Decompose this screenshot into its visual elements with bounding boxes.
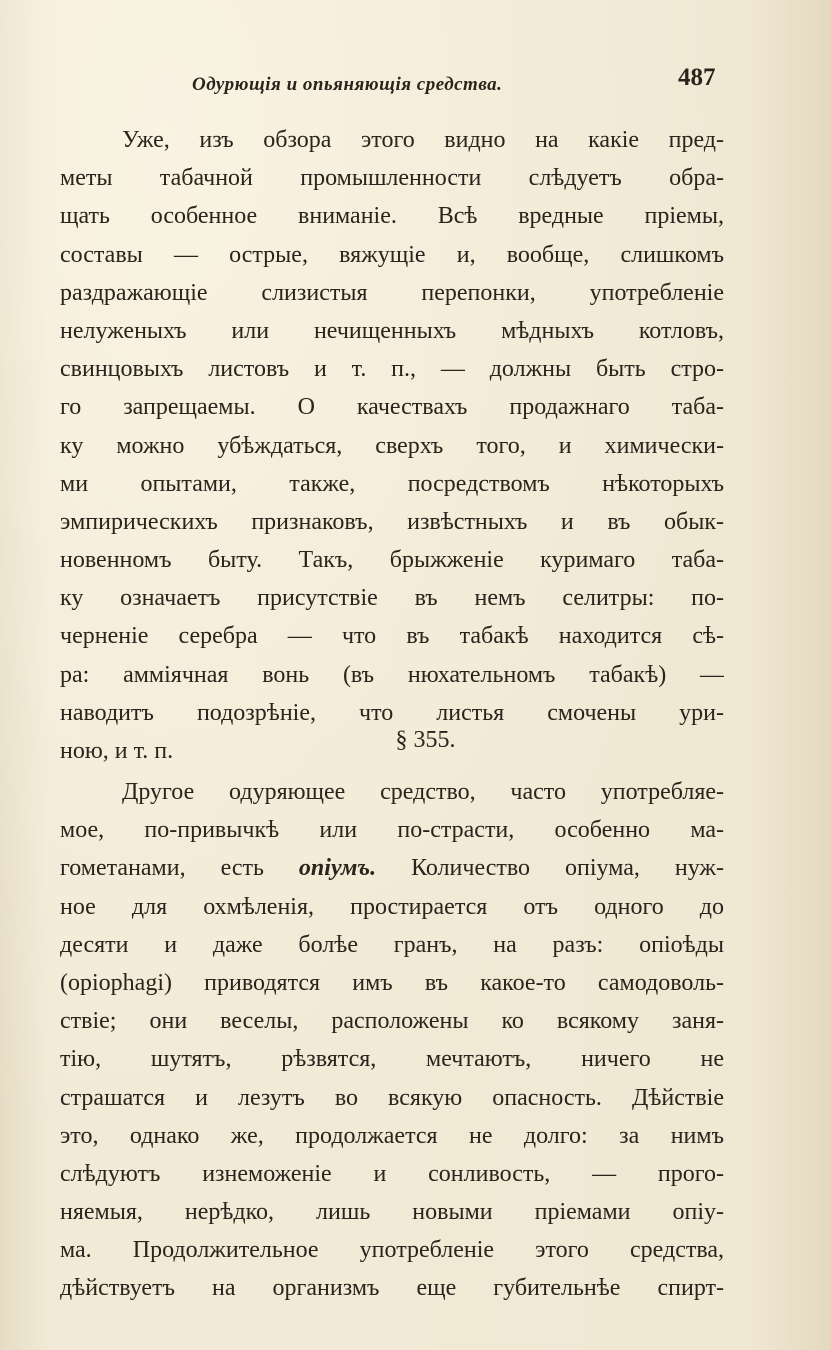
text-line: слѣдуютъ изнеможеніе и сонливость, — прого- [60, 1160, 724, 1187]
text-line: меты табачной промышленности слѣдуетъ обра- [60, 165, 724, 192]
text-segment: Количество опіума, нуж- [376, 855, 724, 882]
paragraph-1 [60, 121, 724, 770]
text-line: дѣйствуетъ на организмъ еще губительнѣе спирт- [60, 1275, 724, 1302]
running-title: Одурющія и опьяняющія средства. [192, 74, 503, 95]
text-line: ра: аммiячная вонь (въ нюхательномъ табакѣ) — [60, 661, 724, 688]
text-line: ку означаетъ присутствіе въ немъ селитры: по- [60, 585, 724, 612]
text-line: Уже, изъ обзора этого видно на какіе пред- [122, 127, 724, 153]
text-line: десяти и даже болѣе гранъ, на разъ: опіоѣды [60, 931, 724, 958]
text-line: наводитъ подозрѣніе, что листья смочены ури- [60, 699, 724, 726]
text-line: ное для охмѣленія, простирается отъ одного до [60, 893, 724, 920]
text-line: няемыя, нерѣдко, лишь новыми пріемами опіу- [60, 1199, 724, 1226]
text-line: Другое одуряющее средство, часто употребляе- [122, 779, 724, 805]
page-number: 487 [678, 64, 716, 91]
text-line: нелуженыхъ или нечищенныхъ мѣдныхъ котловъ, [60, 317, 724, 344]
text-line: ствіе; они веселы, расположены ко всякому заня- [60, 1008, 724, 1035]
text-line: раздражающіе слизистыя перепонки, употребленіе [60, 279, 724, 306]
text-line: эмпирическихъ признаковъ, извѣстныхъ и въ обык- [60, 508, 724, 535]
text-line: черненіе серебра — что въ табакѣ находится сѣ- [60, 623, 724, 650]
text-line: это, однако же, продолжается не долго: за нимъ [60, 1122, 724, 1149]
section-heading: § 355. [395, 727, 456, 753]
text-line: ною, и т. п. [60, 738, 174, 764]
text-line-with-italic [60, 849, 724, 887]
text-segment: гометанами, есть [60, 855, 299, 882]
italic-term: опіумъ. [298, 855, 377, 882]
text-line: ма. Продолжительное употребленіе этого средства, [60, 1237, 724, 1264]
text-line: го запрещаемы. О качествахъ продажнаго таба- [60, 394, 724, 421]
text-line: страшатся и лезутъ во всякую опасность. Дѣйствіе [60, 1084, 724, 1111]
text-line: ми опытами, также, посредствомъ нѣкоторыхъ [60, 470, 724, 497]
text-line: щать особенное вниманіе. Всѣ вредные пріемы, [60, 203, 724, 230]
text-line: (opiophagi) приводятся имъ въ какое-то самодоволь- [60, 969, 724, 996]
text-line: свинцовыхъ листовъ и т. п., — должны быть стро- [60, 356, 724, 383]
text-line: составы — острые, вяжущіе и, вообще, слишкомъ [60, 241, 724, 268]
text-line: ку можно убѣждаться, сверхъ того, и химически- [60, 432, 724, 459]
page-header [0, 62, 831, 102]
text-line: тію, шутятъ, рѣзвятся, мечтаютъ, ничего не [60, 1046, 724, 1073]
paragraph-2 [60, 773, 724, 1308]
text-line: мое, по-привычкѣ или по-страсти, особенно ма- [60, 817, 724, 844]
text-line: новенномъ быту. Такъ, брыжженіе куримаго таба- [60, 547, 724, 574]
